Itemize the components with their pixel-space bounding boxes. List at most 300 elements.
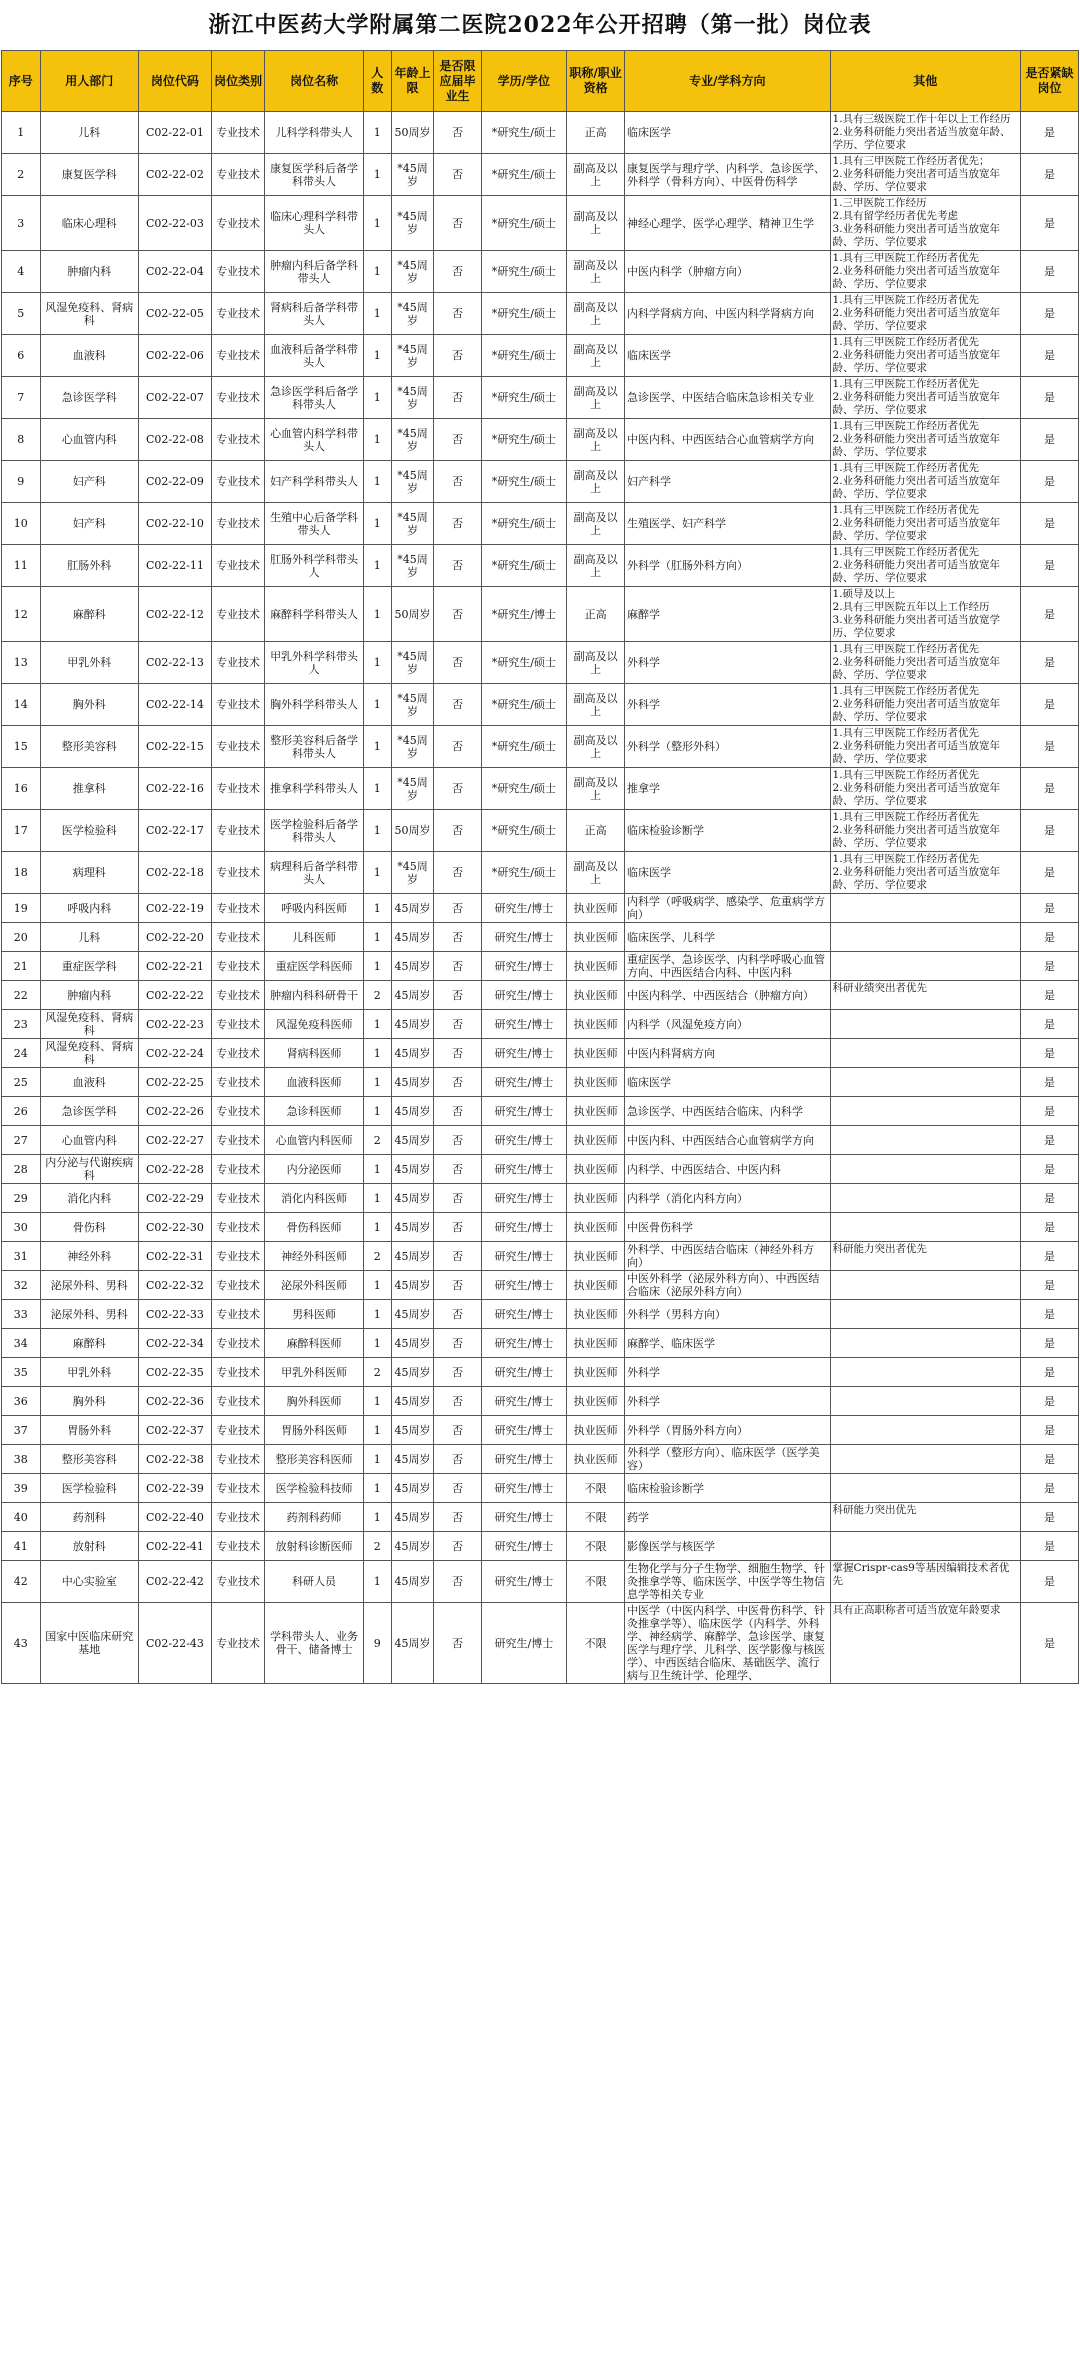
table-row xyxy=(2,1416,1079,1445)
row-number: 17 xyxy=(2,810,41,852)
department: 血液科 xyxy=(40,1068,138,1097)
headcount: 1 xyxy=(363,1155,391,1184)
professional-title: 副高及以上 xyxy=(567,154,625,196)
department: 风湿免疫科、肾病科 xyxy=(40,1039,138,1068)
position-code: C02-22-40 xyxy=(139,1503,212,1532)
department: 心血管内科 xyxy=(40,419,138,461)
other-requirements: 1.具有三甲医院工作经历者优先 2.业务科研能力突出者可适当放宽年龄、学历、学位要求 xyxy=(830,768,1021,810)
other-requirements xyxy=(830,1329,1021,1358)
headcount: 1 xyxy=(363,419,391,461)
fresh-graduate-only: 否 xyxy=(434,1155,481,1184)
other-requirements: 1.具有三级医院工作十年以上工作经历 2.业务科研能力突出者适当放宽年龄、学历、学位要求 xyxy=(830,112,1021,154)
urgent-position: 是 xyxy=(1021,642,1079,684)
position-code: C02-22-18 xyxy=(139,852,212,894)
professional-title: 执业医师 xyxy=(567,1242,625,1271)
fresh-graduate-only: 否 xyxy=(434,1561,481,1603)
professional-title: 副高及以上 xyxy=(567,642,625,684)
education-degree: 研究生/博士 xyxy=(481,1503,567,1532)
department: 风湿免疫科、肾病科 xyxy=(40,293,138,335)
department: 甲乳外科 xyxy=(40,642,138,684)
position-name: 妇产科学科带头人 xyxy=(265,461,363,503)
table-row xyxy=(2,923,1079,952)
position-code: C02-22-10 xyxy=(139,503,212,545)
row-number: 3 xyxy=(2,196,41,251)
department: 胸外科 xyxy=(40,684,138,726)
department: 肿瘤内科 xyxy=(40,251,138,293)
professional-title: 执业医师 xyxy=(567,1184,625,1213)
table-row xyxy=(2,112,1079,154)
position-name: 肿瘤内科科研骨干 xyxy=(265,981,363,1010)
headcount: 2 xyxy=(363,1532,391,1561)
row-number: 6 xyxy=(2,335,41,377)
major-direction: 神经心理学、医学心理学、精神卫生学 xyxy=(624,196,830,251)
major-direction: 外科学 xyxy=(624,1358,830,1387)
position-code: C02-22-06 xyxy=(139,335,212,377)
education-degree: *研究生/硕士 xyxy=(481,293,567,335)
row-number: 10 xyxy=(2,503,41,545)
position-category: 专业技术 xyxy=(211,587,265,642)
row-number: 35 xyxy=(2,1358,41,1387)
table-row xyxy=(2,726,1079,768)
headcount: 1 xyxy=(363,726,391,768)
department: 血液科 xyxy=(40,335,138,377)
department: 神经外科 xyxy=(40,1242,138,1271)
headcount: 1 xyxy=(363,1010,391,1039)
table-row xyxy=(2,461,1079,503)
age-limit: 45周岁 xyxy=(391,1068,434,1097)
table-row xyxy=(2,1561,1079,1603)
headcount: 1 xyxy=(363,1184,391,1213)
position-name: 甲乳外科学科带头人 xyxy=(265,642,363,684)
department: 泌尿外科、男科 xyxy=(40,1300,138,1329)
fresh-graduate-only: 否 xyxy=(434,642,481,684)
position-name: 急诊科医师 xyxy=(265,1097,363,1126)
fresh-graduate-only: 否 xyxy=(434,1097,481,1126)
position-name: 临床心理科学科带头人 xyxy=(265,196,363,251)
education-degree: 研究生/博士 xyxy=(481,1039,567,1068)
row-number: 14 xyxy=(2,684,41,726)
header-cell: 职称/职业资格 xyxy=(567,51,625,112)
education-degree: *研究生/硕士 xyxy=(481,154,567,196)
age-limit: *45周岁 xyxy=(391,852,434,894)
position-category: 专业技术 xyxy=(211,293,265,335)
headcount: 1 xyxy=(363,251,391,293)
department: 妇产科 xyxy=(40,503,138,545)
header-cell: 是否限应届毕业生 xyxy=(434,51,481,112)
major-direction: 外科学（肛肠外科方向） xyxy=(624,545,830,587)
table-row xyxy=(2,852,1079,894)
other-requirements: 1.具有三甲医院工作经历者优先 2.业务科研能力突出者可适当放宽年龄、学历、学位要求 xyxy=(830,251,1021,293)
position-name: 肿瘤内科后备学科带头人 xyxy=(265,251,363,293)
fresh-graduate-only: 否 xyxy=(434,1387,481,1416)
table-row xyxy=(2,810,1079,852)
age-limit: 45周岁 xyxy=(391,1474,434,1503)
fresh-graduate-only: 否 xyxy=(434,852,481,894)
fresh-graduate-only: 否 xyxy=(434,112,481,154)
table-row xyxy=(2,1532,1079,1561)
row-number: 32 xyxy=(2,1271,41,1300)
education-degree: 研究生/博士 xyxy=(481,1126,567,1155)
major-direction: 影像医学与核医学 xyxy=(624,1532,830,1561)
fresh-graduate-only: 否 xyxy=(434,293,481,335)
position-code: C02-22-01 xyxy=(139,112,212,154)
other-requirements xyxy=(830,952,1021,981)
position-category: 专业技术 xyxy=(211,952,265,981)
department: 胸外科 xyxy=(40,1387,138,1416)
age-limit: 50周岁 xyxy=(391,810,434,852)
fresh-graduate-only: 否 xyxy=(434,1010,481,1039)
headcount: 1 xyxy=(363,1561,391,1603)
other-requirements xyxy=(830,1416,1021,1445)
age-limit: 45周岁 xyxy=(391,1126,434,1155)
position-name: 科研人员 xyxy=(265,1561,363,1603)
position-name: 急诊医学科后备学科带头人 xyxy=(265,377,363,419)
major-direction: 中医外科学（泌尿外科方向）、中西医结合临床（泌尿外科方向） xyxy=(624,1271,830,1300)
age-limit: 45周岁 xyxy=(391,1445,434,1474)
position-category: 专业技术 xyxy=(211,1068,265,1097)
age-limit: *45周岁 xyxy=(391,545,434,587)
urgent-position: 是 xyxy=(1021,1126,1079,1155)
age-limit: 45周岁 xyxy=(391,1603,434,1684)
position-category: 专业技术 xyxy=(211,923,265,952)
fresh-graduate-only: 否 xyxy=(434,1532,481,1561)
other-requirements xyxy=(830,923,1021,952)
position-name: 泌尿外科医师 xyxy=(265,1271,363,1300)
professional-title: 执业医师 xyxy=(567,1271,625,1300)
table-row xyxy=(2,981,1079,1010)
position-code: C02-22-22 xyxy=(139,981,212,1010)
header-cell: 岗位代码 xyxy=(139,51,212,112)
professional-title: 执业医师 xyxy=(567,1068,625,1097)
position-category: 专业技术 xyxy=(211,154,265,196)
major-direction: 生物化学与分子生物学、细胞生物学、针灸推拿学等、临床医学、中医学等生物信息学等相关专业 xyxy=(624,1561,830,1603)
position-code: C02-22-25 xyxy=(139,1068,212,1097)
position-category: 专业技术 xyxy=(211,335,265,377)
major-direction: 内科学（风湿免疫方向） xyxy=(624,1010,830,1039)
header-cell: 岗位类别 xyxy=(211,51,265,112)
headcount: 1 xyxy=(363,293,391,335)
position-code: C02-22-26 xyxy=(139,1097,212,1126)
position-code: C02-22-19 xyxy=(139,894,212,923)
professional-title: 执业医师 xyxy=(567,1039,625,1068)
headcount: 1 xyxy=(363,1503,391,1532)
professional-title: 不限 xyxy=(567,1603,625,1684)
other-requirements: 1.具有三甲医院工作经历者优先 2.业务科研能力突出者可适当放宽年龄、学历、学位要求 xyxy=(830,810,1021,852)
major-direction: 重症医学、急诊医学、内科学呼吸心血管方向、中西医结合内科、中医内科 xyxy=(624,952,830,981)
table-row xyxy=(2,642,1079,684)
row-number: 33 xyxy=(2,1300,41,1329)
education-degree: *研究生/硕士 xyxy=(481,196,567,251)
position-category: 专业技术 xyxy=(211,1416,265,1445)
education-degree: 研究生/博士 xyxy=(481,923,567,952)
age-limit: 45周岁 xyxy=(391,1213,434,1242)
position-category: 专业技术 xyxy=(211,1532,265,1561)
headcount: 1 xyxy=(363,545,391,587)
fresh-graduate-only: 否 xyxy=(434,768,481,810)
major-direction: 临床医学 xyxy=(624,852,830,894)
row-number: 36 xyxy=(2,1387,41,1416)
row-number: 40 xyxy=(2,1503,41,1532)
table-row xyxy=(2,1603,1079,1684)
headcount: 1 xyxy=(363,1300,391,1329)
fresh-graduate-only: 否 xyxy=(434,1271,481,1300)
header-cell: 人数 xyxy=(363,51,391,112)
major-direction: 急诊医学、中医结合临床急诊相关专业 xyxy=(624,377,830,419)
table-row xyxy=(2,503,1079,545)
position-name: 风湿免疫科医师 xyxy=(265,1010,363,1039)
age-limit: 45周岁 xyxy=(391,1329,434,1358)
position-category: 专业技术 xyxy=(211,810,265,852)
table-row xyxy=(2,1387,1079,1416)
position-category: 专业技术 xyxy=(211,1184,265,1213)
urgent-position: 是 xyxy=(1021,684,1079,726)
position-code: C02-22-38 xyxy=(139,1445,212,1474)
headcount: 1 xyxy=(363,1271,391,1300)
fresh-graduate-only: 否 xyxy=(434,196,481,251)
major-direction: 中医内科肾病方向 xyxy=(624,1039,830,1068)
age-limit: *45周岁 xyxy=(391,642,434,684)
position-name: 医学检验科技师 xyxy=(265,1474,363,1503)
age-limit: *45周岁 xyxy=(391,684,434,726)
department: 心血管内科 xyxy=(40,1126,138,1155)
urgent-position: 是 xyxy=(1021,545,1079,587)
row-number: 18 xyxy=(2,852,41,894)
education-degree: 研究生/博士 xyxy=(481,981,567,1010)
professional-title: 副高及以上 xyxy=(567,377,625,419)
fresh-graduate-only: 否 xyxy=(434,1474,481,1503)
urgent-position: 是 xyxy=(1021,981,1079,1010)
position-code: C02-22-15 xyxy=(139,726,212,768)
education-degree: 研究生/博士 xyxy=(481,1068,567,1097)
professional-title: 执业医师 xyxy=(567,1155,625,1184)
department: 胃肠外科 xyxy=(40,1416,138,1445)
education-degree: *研究生/硕士 xyxy=(481,419,567,461)
department: 麻醉科 xyxy=(40,587,138,642)
department: 肛肠外科 xyxy=(40,545,138,587)
headcount: 1 xyxy=(363,768,391,810)
major-direction: 中医内科、中西医结合心血管病学方向 xyxy=(624,419,830,461)
row-number: 26 xyxy=(2,1097,41,1126)
position-category: 专业技术 xyxy=(211,545,265,587)
table-row xyxy=(2,1184,1079,1213)
headcount: 1 xyxy=(363,503,391,545)
headcount: 1 xyxy=(363,810,391,852)
professional-title: 副高及以上 xyxy=(567,251,625,293)
professional-title: 正高 xyxy=(567,112,625,154)
other-requirements xyxy=(830,1155,1021,1184)
fresh-graduate-only: 否 xyxy=(434,419,481,461)
age-limit: 45周岁 xyxy=(391,1097,434,1126)
headcount: 1 xyxy=(363,894,391,923)
urgent-position: 是 xyxy=(1021,419,1079,461)
other-requirements: 1.具有三甲医院工作经历者优先； 2.业务科研能力突出者可适当放宽年龄、学历、学位要求 xyxy=(830,154,1021,196)
education-degree: 研究生/博士 xyxy=(481,1387,567,1416)
education-degree: *研究生/硕士 xyxy=(481,503,567,545)
headcount: 2 xyxy=(363,981,391,1010)
urgent-position: 是 xyxy=(1021,1242,1079,1271)
major-direction: 外科学 xyxy=(624,1387,830,1416)
fresh-graduate-only: 否 xyxy=(434,1039,481,1068)
row-number: 4 xyxy=(2,251,41,293)
age-limit: *45周岁 xyxy=(391,419,434,461)
other-requirements xyxy=(830,1068,1021,1097)
position-category: 专业技术 xyxy=(211,1213,265,1242)
age-limit: 45周岁 xyxy=(391,1010,434,1039)
other-requirements: 1.具有三甲医院工作经历者优先 2.业务科研能力突出者可适当放宽年龄、学历、学位要求 xyxy=(830,726,1021,768)
department: 甲乳外科 xyxy=(40,1358,138,1387)
fresh-graduate-only: 否 xyxy=(434,923,481,952)
department: 放射科 xyxy=(40,1532,138,1561)
headcount: 2 xyxy=(363,1358,391,1387)
other-requirements: 1.具有三甲医院工作经历者优先 2.业务科研能力突出者可适当放宽年龄、学历、学位要求 xyxy=(830,335,1021,377)
other-requirements: 1.具有三甲医院工作经历者优先 2.业务科研能力突出者可适当放宽年龄、学历、学位要求 xyxy=(830,293,1021,335)
major-direction: 麻醉学 xyxy=(624,587,830,642)
row-number: 43 xyxy=(2,1603,41,1684)
professional-title: 执业医师 xyxy=(567,1213,625,1242)
other-requirements xyxy=(830,1532,1021,1561)
department: 风湿免疫科、肾病科 xyxy=(40,1010,138,1039)
position-category: 专业技术 xyxy=(211,196,265,251)
row-number: 22 xyxy=(2,981,41,1010)
department: 麻醉科 xyxy=(40,1329,138,1358)
other-requirements: 具有正高职称者可适当放宽年龄要求 xyxy=(830,1603,1021,1684)
position-name: 心血管内科医师 xyxy=(265,1126,363,1155)
education-degree: *研究生/硕士 xyxy=(481,810,567,852)
major-direction: 外科学、中西医结合临床（神经外科方向） xyxy=(624,1242,830,1271)
position-code: C02-22-23 xyxy=(139,1010,212,1039)
fresh-graduate-only: 否 xyxy=(434,894,481,923)
education-degree: 研究生/博士 xyxy=(481,1010,567,1039)
major-direction: 生殖医学、妇产科学 xyxy=(624,503,830,545)
table-header-row xyxy=(2,51,1079,112)
urgent-position: 是 xyxy=(1021,1039,1079,1068)
professional-title: 执业医师 xyxy=(567,1126,625,1155)
position-category: 专业技术 xyxy=(211,1271,265,1300)
professional-title: 执业医师 xyxy=(567,952,625,981)
position-name: 甲乳外科医师 xyxy=(265,1358,363,1387)
table-row xyxy=(2,1010,1079,1039)
headcount: 2 xyxy=(363,1126,391,1155)
other-requirements xyxy=(830,1445,1021,1474)
major-direction: 中医内科学（肿瘤方向） xyxy=(624,251,830,293)
fresh-graduate-only: 否 xyxy=(434,251,481,293)
age-limit: 50周岁 xyxy=(391,587,434,642)
page-title: 浙江中医药大学附属第二医院2022年公开招聘（第一批）岗位表 xyxy=(208,12,872,38)
urgent-position: 是 xyxy=(1021,1503,1079,1532)
table-row xyxy=(2,587,1079,642)
professional-title: 副高及以上 xyxy=(567,545,625,587)
age-limit: 45周岁 xyxy=(391,1300,434,1329)
position-code: C02-22-33 xyxy=(139,1300,212,1329)
fresh-graduate-only: 否 xyxy=(434,461,481,503)
position-code: C02-22-08 xyxy=(139,419,212,461)
position-name: 生殖中心后备学科带头人 xyxy=(265,503,363,545)
major-direction: 麻醉学、临床医学 xyxy=(624,1329,830,1358)
urgent-position: 是 xyxy=(1021,461,1079,503)
age-limit: 45周岁 xyxy=(391,1155,434,1184)
major-direction: 内科学（消化内科方向） xyxy=(624,1184,830,1213)
education-degree: 研究生/博士 xyxy=(481,1271,567,1300)
fresh-graduate-only: 否 xyxy=(434,154,481,196)
position-name: 心血管内科学科带头人 xyxy=(265,419,363,461)
table-row xyxy=(2,377,1079,419)
position-name: 胃肠外科医师 xyxy=(265,1416,363,1445)
fresh-graduate-only: 否 xyxy=(434,1213,481,1242)
age-limit: *45周岁 xyxy=(391,768,434,810)
position-category: 专业技术 xyxy=(211,251,265,293)
major-direction: 临床医学 xyxy=(624,1068,830,1097)
education-degree: 研究生/博士 xyxy=(481,1097,567,1126)
row-number: 15 xyxy=(2,726,41,768)
position-name: 肾病科医师 xyxy=(265,1039,363,1068)
department: 医学检验科 xyxy=(40,1474,138,1503)
other-requirements xyxy=(830,1184,1021,1213)
position-code: C02-22-12 xyxy=(139,587,212,642)
table-row xyxy=(2,196,1079,251)
headcount: 1 xyxy=(363,642,391,684)
position-name: 麻醉科学科带头人 xyxy=(265,587,363,642)
position-code: C02-22-39 xyxy=(139,1474,212,1503)
position-category: 专业技术 xyxy=(211,461,265,503)
position-code: C02-22-41 xyxy=(139,1532,212,1561)
job-table xyxy=(1,50,1079,1684)
position-code: C02-22-35 xyxy=(139,1358,212,1387)
position-category: 专业技术 xyxy=(211,768,265,810)
position-category: 专业技术 xyxy=(211,419,265,461)
age-limit: *45周岁 xyxy=(391,503,434,545)
department: 内分泌与代谢疾病科 xyxy=(40,1155,138,1184)
education-degree: 研究生/博士 xyxy=(481,1603,567,1684)
headcount: 1 xyxy=(363,1474,391,1503)
position-name: 血液科后备学科带头人 xyxy=(265,335,363,377)
fresh-graduate-only: 否 xyxy=(434,1300,481,1329)
table-row xyxy=(2,1271,1079,1300)
fresh-graduate-only: 否 xyxy=(434,1242,481,1271)
position-code: C02-22-05 xyxy=(139,293,212,335)
headcount: 1 xyxy=(363,923,391,952)
headcount: 1 xyxy=(363,154,391,196)
header-cell: 年龄上限 xyxy=(391,51,434,112)
other-requirements: 科研能力突出优先 xyxy=(830,1503,1021,1532)
fresh-graduate-only: 否 xyxy=(434,952,481,981)
major-direction: 药学 xyxy=(624,1503,830,1532)
row-number: 38 xyxy=(2,1445,41,1474)
urgent-position: 是 xyxy=(1021,810,1079,852)
other-requirements xyxy=(830,1271,1021,1300)
table-row xyxy=(2,154,1079,196)
major-direction: 外科学 xyxy=(624,642,830,684)
age-limit: 45周岁 xyxy=(391,1358,434,1387)
professional-title: 正高 xyxy=(567,587,625,642)
education-degree: *研究生/硕士 xyxy=(481,112,567,154)
professional-title: 执业医师 xyxy=(567,1097,625,1126)
urgent-position: 是 xyxy=(1021,1358,1079,1387)
row-number: 11 xyxy=(2,545,41,587)
headcount: 9 xyxy=(363,1603,391,1684)
urgent-position: 是 xyxy=(1021,112,1079,154)
urgent-position: 是 xyxy=(1021,1416,1079,1445)
row-number: 30 xyxy=(2,1213,41,1242)
department: 儿科 xyxy=(40,112,138,154)
age-limit: 45周岁 xyxy=(391,1184,434,1213)
major-direction: 临床医学 xyxy=(624,112,830,154)
row-number: 23 xyxy=(2,1010,41,1039)
row-number: 9 xyxy=(2,461,41,503)
major-direction: 康复医学与理疗学、内科学、急诊医学、外科学（骨科方向）、中医骨伤科学 xyxy=(624,154,830,196)
table-row xyxy=(2,894,1079,923)
major-direction: 急诊医学、中西医结合临床、内科学 xyxy=(624,1097,830,1126)
position-category: 专业技术 xyxy=(211,1503,265,1532)
